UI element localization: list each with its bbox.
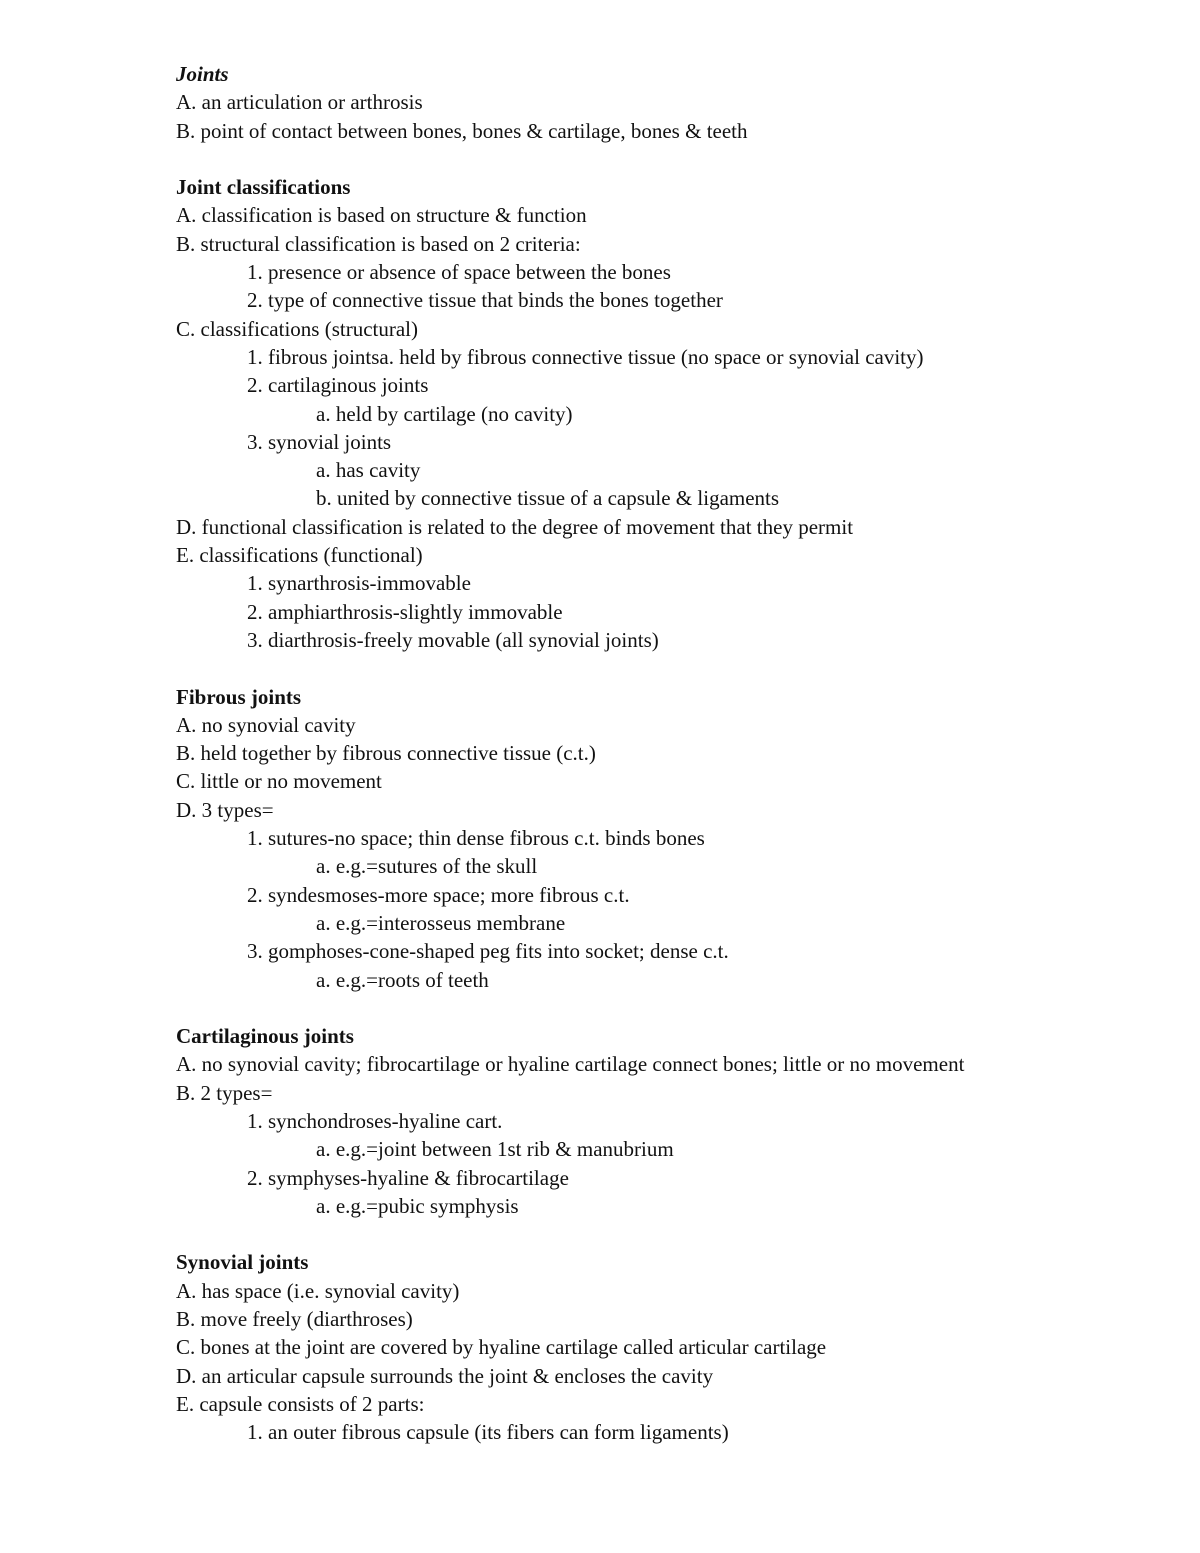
fibrous-item-d2a: a. e.g.=interosseus membrane — [316, 910, 566, 935]
fibrous-item-d2: 2. syndesmoses-more space; more fibrous c.t. — [247, 882, 630, 907]
joints-item-b: B. point of contact between bones, bones & cartilage, bones & teeth — [176, 118, 748, 143]
cartilaginous-item-b: B. 2 types= — [176, 1080, 273, 1105]
cartilaginous-item-b2a: a. e.g.=pubic symphysis — [316, 1193, 519, 1218]
fibrous-item-d: D. 3 types= — [176, 797, 274, 822]
classifications-item-e: E. classifications (functional) — [176, 543, 423, 568]
cartilaginous-item-b2: 2. symphyses-hyaline & fibrocartilage — [247, 1165, 569, 1190]
classifications-item-b1: 1. presence or absence of space between the bones — [247, 260, 671, 285]
synovial-item-b: B. move freely (diarthroses) — [176, 1307, 413, 1332]
classifications-item-a: A. classification is based on structure & function — [176, 203, 587, 228]
classifications-item-c1: 1. fibrous jointsa. held by fibrous connective tissue (no space or synovial cavity) — [247, 344, 924, 369]
fibrous-item-d3a: a. e.g.=roots of teeth — [316, 967, 489, 992]
section-gap — [176, 994, 1006, 1022]
section-title-joints: Joints — [176, 62, 229, 86]
classifications-item-c2a: a. held by cartilage (no cavity) — [316, 401, 573, 426]
classifications-item-c3b: b. united by connective tissue of a capsule & ligaments — [316, 486, 780, 511]
synovial-item-d: D. an articular capsule surrounds the joint & encloses the cavity — [176, 1363, 714, 1388]
classifications-item-b: B. structural classification is based on 2 criteria: — [176, 231, 581, 256]
section-title-fibrous-joints: Fibrous joints — [176, 684, 302, 709]
classifications-item-e2: 2. amphiarthrosis-slightly immovable — [247, 599, 563, 624]
synovial-item-e1: 1. an outer fibrous capsule (its fibers can form ligaments) — [247, 1420, 729, 1445]
section-title-joint-classifications: Joint classifications — [176, 175, 351, 200]
fibrous-item-d1a: a. e.g.=sutures of the skull — [316, 854, 538, 879]
section-gap — [176, 1220, 1006, 1248]
fibrous-item-d1: 1. sutures-no space; thin dense fibrous c.t. binds bones — [247, 826, 705, 851]
section-gap — [176, 145, 1006, 173]
classifications-item-e1: 1. synarthrosis-immovable — [247, 571, 471, 596]
cartilaginous-item-b1a: a. e.g.=joint between 1st rib & manubrium — [316, 1137, 674, 1162]
cartilaginous-item-a: A. no synovial cavity; fibrocartilage or hyaline cartilage connect bones; little or no movement — [176, 1052, 965, 1077]
section-title-synovial-joints: Synovial joints — [176, 1250, 309, 1275]
synovial-item-a: A. has space (i.e. synovial cavity) — [176, 1278, 460, 1303]
fibrous-item-a: A. no synovial cavity — [176, 712, 356, 737]
classifications-item-c3a: a. has cavity — [316, 458, 421, 483]
classifications-item-c2: 2. cartilaginous joints — [247, 373, 429, 398]
section-gap — [176, 654, 1006, 682]
fibrous-item-d3: 3. gomphoses-cone-shaped peg fits into socket; dense c.t. — [247, 939, 729, 964]
classifications-item-c3: 3. synovial joints — [247, 429, 392, 454]
fibrous-item-b: B. held together by fibrous connective tissue (c.t.) — [176, 741, 596, 766]
classifications-item-e3: 3. diarthrosis-freely movable (all synovial joints) — [247, 627, 659, 652]
cartilaginous-item-b1: 1. synchondroses-hyaline cart. — [247, 1108, 503, 1133]
joints-item-a: A. an articulation or arthrosis — [176, 90, 423, 115]
synovial-item-c: C. bones at the joint are covered by hyaline cartilage called articular cartilage — [176, 1335, 827, 1360]
classifications-item-c: C. classifications (structural) — [176, 316, 419, 341]
document-body — [176, 60, 1006, 1447]
classifications-item-b2: 2. type of connective tissue that binds the bones together — [247, 288, 723, 313]
classifications-item-d: D. functional classification is related to the degree of movement that they permit — [176, 514, 854, 539]
section-title-cartilaginous-joints: Cartilaginous joints — [176, 1024, 354, 1049]
synovial-item-e: E. capsule consists of 2 parts: — [176, 1391, 425, 1416]
fibrous-item-c: C. little or no movement — [176, 769, 382, 794]
